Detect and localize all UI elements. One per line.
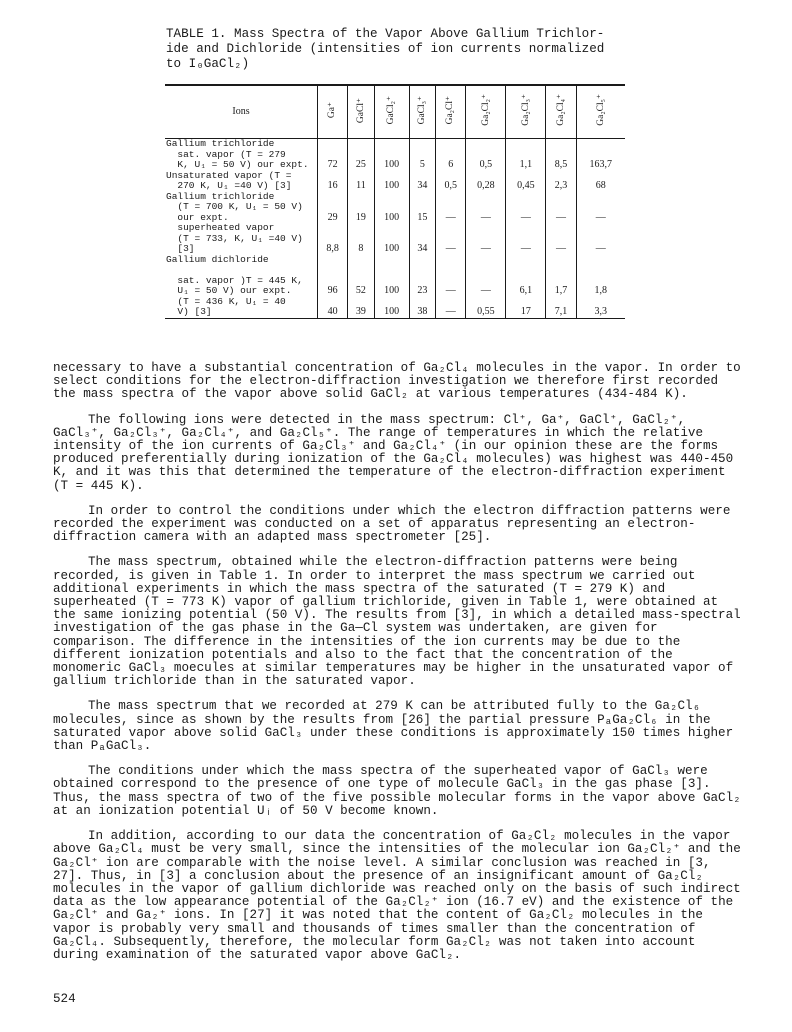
caption-line-3: to I₀GaCl₂) <box>166 57 250 71</box>
column-header-ga: Ga⁺ <box>318 85 348 139</box>
row-condition: Unsaturated vapor (T = 270 K, U₁ =40 V) [3] <box>166 169 292 191</box>
caption-line-1: TABLE 1. Mass Spectra of the Vapor Above Gallium Trichlor- <box>166 27 605 41</box>
table-cell: 1,8 <box>576 255 625 297</box>
paragraph: In order to control the conditions under which the electron diffraction patterns were recorded the experiment was conducted on a set of apparatus representing an electron-diffraction camera with an adapted mass spectrometer [25]. <box>53 503 731 545</box>
row-condition: Gallium trichloride (T = 700 K, U₁ = 50 V) our expt. <box>166 190 303 223</box>
table-cell: 8 <box>348 223 374 255</box>
table-cell: — <box>436 192 466 224</box>
column-header-gacl3: GaCl₃⁺ <box>409 85 435 139</box>
table-cell: — <box>576 223 625 255</box>
table-cell: — <box>436 223 466 255</box>
paragraph: The following ions were detected in the mass spectrum: Cl⁺, Ga⁺, GaCl⁺, GaCl₂⁺, GaCl₃⁺, Ga₂Cl₃⁺, Ga₂Cl₄⁺, and Ga₂Cl₅⁺. The range of temperatures in which the relative intensity of the ion currents of Ga₂Cl₃⁺ and Ga₂Cl₄⁺ (in our opinion these are the forms produced preferentially during ionization of the Ga₂Cl₄ molecules) was highest was 440-450 K, and it was this that determined the temperature of the electron-diffraction experiment (T = 445 K). <box>53 412 734 493</box>
table-cell: — <box>466 192 506 224</box>
column-header-ga2cl2: Ga₂Cl₂⁺ <box>466 85 506 139</box>
table-cell: 8,8 <box>318 223 348 255</box>
table-cell: 6,1 <box>506 255 546 297</box>
table-cell: 39 <box>348 297 374 319</box>
table-cell: 0,28 <box>466 171 506 192</box>
body-text <box>53 362 743 974</box>
row-condition: Gallium dichloride sat. vapor )T = 445 K, U₁ = 50 V) our expt. <box>166 253 303 296</box>
table-cell: 0,45 <box>506 171 546 192</box>
table-cell: 29 <box>318 192 348 224</box>
column-header-ga2cl: Ga₂Cl⁺ <box>436 85 466 139</box>
table-cell: — <box>466 223 506 255</box>
table-cell: — <box>436 297 466 319</box>
table-cell: 100 <box>374 223 409 255</box>
mass-spectra-table <box>165 84 625 319</box>
table-cell: 16 <box>318 171 348 192</box>
table-cell: 19 <box>348 192 374 224</box>
table-cell: 163,7 <box>576 139 625 171</box>
paragraph: The conditions under which the mass spectra of the superheated vapor of GaCl₃ were obtained correspond to the presence of one type of molecule GaCl₃ in the gas phase [3]. Thus, the mass spectra of two of the five possible molecular forms in the vapor above GaCl₂ at an ionization potential Uᵢ of 50 V become known. <box>53 764 741 818</box>
column-header-ga2cl5: Ga₂Cl₅⁺ <box>576 85 625 139</box>
table-cell: 100 <box>374 192 409 224</box>
table-cell: 1,7 <box>546 255 576 297</box>
table-cell: 5 <box>409 139 435 171</box>
table-cell: 40 <box>318 297 348 319</box>
table-cell: 72 <box>318 139 348 171</box>
table-row <box>165 171 625 192</box>
table-cell: 38 <box>409 297 435 319</box>
column-header-ga2cl3: Ga₂Cl₃⁺ <box>506 85 546 139</box>
table-cell: — <box>466 255 506 297</box>
paragraph: necessary to have a substantial concentration of Ga₂Cl₄ molecules in the vapor. In order to select conditions for the electron-diffraction investigation we therefore first recorded the mass spectra of the vapor above solid GaCl₂ at various temperatures (434-484 K). <box>53 361 741 402</box>
column-header-ga2cl4: Ga₂Cl₄⁺ <box>546 85 576 139</box>
table-cell: 52 <box>348 255 374 297</box>
table-cell: 96 <box>318 255 348 297</box>
table-cell: 100 <box>374 297 409 319</box>
table-cell: — <box>506 192 546 224</box>
table-cell: — <box>576 192 625 224</box>
table-cell: 0,55 <box>466 297 506 319</box>
table-cell: 25 <box>348 139 374 171</box>
table-cell: 68 <box>576 171 625 192</box>
table-cell: — <box>436 255 466 297</box>
paragraph: In addition, according to our data the concentration of Ga₂Cl₂ molecules in the vapor above Ga₂Cl₄ must be very small, since the intensities of the molecular ion Ga₂Cl₂⁺ and the Ga₂Cl⁺ ion are comparable with the noise level. A similar conclusion was reached in [3, 27]. Thus, in [3] a conclusion about the presence of an insignificant amount of Ga₂Cl₂ molecules in the vapor of gallium dichloride was reached only on the basis of such indirect data as the low appearance potential of the Ga₂Cl₂⁺ ion (16.7 eV) and the existence of the Ga₂Cl⁺ and Ga₂⁺ ions. In [27] it was noted that the content of Ga₂Cl₂ molecules in the vapor is probably very small and thousands of times smaller than the concentration of Ga₂Cl₄. Subsequently, therefore, the molecular form Ga₂Cl₂ was not taken into account during examination of the saturated vapor above GaCl₂. <box>53 829 741 962</box>
table-cell: 15 <box>409 192 435 224</box>
table-cell: 100 <box>374 255 409 297</box>
ions-column-header: Ions <box>232 105 250 117</box>
table-cell: — <box>546 192 576 224</box>
paragraph: The mass spectrum, obtained while the electron-diffraction patterns were being recorded, is given in Table 1. In order to interpret the mass spectrum we carried out additional experiments in which the mass spectra of the saturated (T = 279 K) and superheated (T = 773 K) vapor of gallium trichloride, given in Table 1, were obtained at the same ionizing potential (50 V). The results from [3], in which a detailed mass-spectral investigation of the gas phase in the Ga—Cl system was undertaken, are given for comparison. The difference in the intensities of the ion currents may be due to the different ionization potentials and also to the fact that the concentration of the monomeric GaCl₃ moecules at similar temperatures may be higher in the unsaturated vapor of gallium trichloride than in the saturated vapor. <box>53 555 741 689</box>
table-cell: 8,5 <box>546 139 576 171</box>
table-cell: 17 <box>506 297 546 319</box>
table-cell: 34 <box>409 223 435 255</box>
table-cell: 100 <box>374 171 409 192</box>
table-cell: 11 <box>348 171 374 192</box>
page-number: 524 <box>53 992 76 1006</box>
table-cell: 100 <box>374 139 409 171</box>
table-row <box>165 297 625 319</box>
column-header-gacl: GaCl⁺ <box>348 85 374 139</box>
row-condition: superheated vapor (T = 733, K, U₁ =40 V) [3] <box>177 222 303 254</box>
table-cell: 34 <box>409 171 435 192</box>
table-row <box>165 223 625 255</box>
table-row <box>165 192 625 224</box>
table-cell: 6 <box>436 139 466 171</box>
column-header-gacl2: GaCl₂⁺ <box>374 85 409 139</box>
table-cell: — <box>546 223 576 255</box>
paragraph: The mass spectrum that we recorded at 279 K can be attributed fully to the Ga₂Cl₆ molecules, since as shown by the results from [26] the partial pressure PₐGa₂Cl₆ in the saturated vapor above solid GaCl₃ under these conditions is approximately 150 times higher than PₐGaCl₃. <box>53 699 734 754</box>
table-cell: 3,3 <box>576 297 625 319</box>
table-row <box>165 139 625 171</box>
row-condition: (T = 436 K, U₁ = 40 V) [3] <box>165 297 318 319</box>
table-cell: 0,5 <box>466 139 506 171</box>
caption-line-2: ide and Dichloride (intensities of ion currents normalized <box>166 42 605 56</box>
table-cell: — <box>506 223 546 255</box>
mass-spectra-table-container <box>165 84 625 319</box>
table-row <box>165 255 625 297</box>
table-cell: 23 <box>409 255 435 297</box>
table-cell: 7,1 <box>546 297 576 319</box>
table-header-row <box>165 85 625 139</box>
table-cell: 2,3 <box>546 171 576 192</box>
row-condition: Gallium trichloride sat. vapor (T = 279 K, U₁ = 50 V) our expt. <box>166 138 309 170</box>
table-cell: 0,5 <box>436 171 466 192</box>
table-caption <box>166 27 626 72</box>
table-cell: 1,1 <box>506 139 546 171</box>
